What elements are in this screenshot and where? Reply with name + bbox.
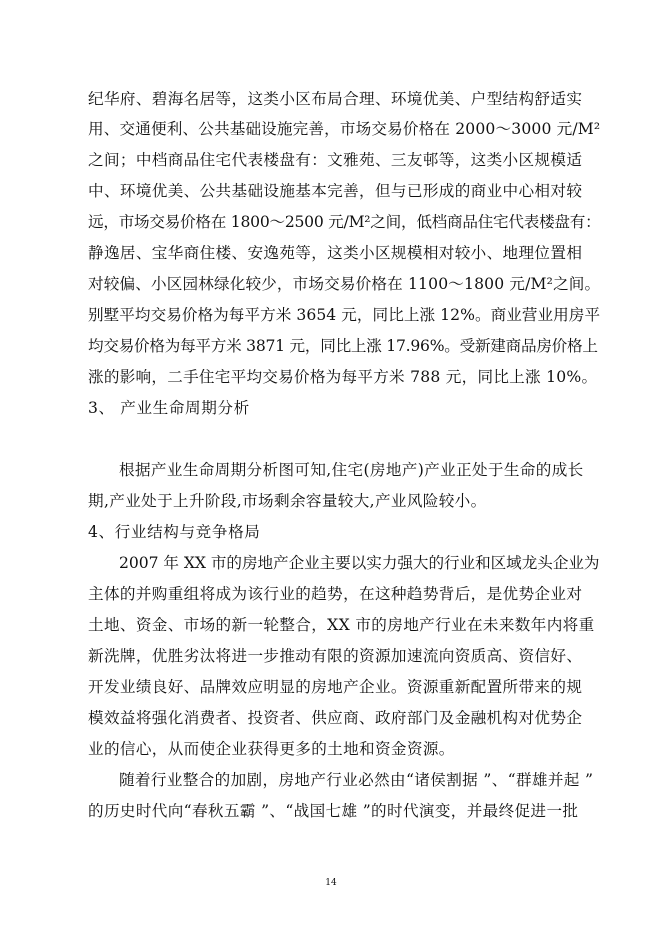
paragraph-4-line-1: 随着行业整合的加剧，房地产行业必然由“诸侯割据 ”、“群雄并起 ” [119, 771, 594, 789]
paragraph-2-line-2: 期,产业处于上升阶段,市场剩余容量较大,产业风险较小。 [88, 492, 487, 510]
paragraph-3-line-7: 业的信心，从而使企业获得更多的土地和资金资源。 [88, 740, 455, 758]
paragraph-1-line-7: 对较偏、小区园林绿化较少，市场交易价格在 1100～1800 元/M²之间。 [88, 275, 601, 293]
paragraph-1-line-8: 别墅平均交易价格为每平方米 3654 元，同比上涨 12%。商业营业用房平 [88, 306, 601, 324]
paragraph-1-line-10: 涨的影响，二手住宅平均交易价格为每平方米 788 元，同比上涨 10%。 [88, 368, 598, 386]
paragraph-4-line-2: 的历史时代向“春秋五霸 ”、“战国七雄 ”的时代演变，并最终促进一批 [88, 802, 579, 820]
paragraph-1-line-5: 远，市场交易价格在 1800～2500 元/M²之间，低档商品住宅代表楼盘有： [88, 213, 601, 231]
section-heading-4: 4、行业结构与竞争格局 [88, 523, 261, 541]
paragraph-3-line-4: 新洗牌，优胜劣汰将进一步推动有限的资源加速流向资质高、资信好、 [88, 647, 583, 665]
paragraph-1-line-3: 之间；中档商品住宅代表楼盘有：文雅苑、三友邨等，这类小区规模适 [88, 151, 583, 169]
section-heading-3: 3、 产业生命周期分析 [88, 399, 250, 417]
paragraph-1-line-4: 中、环境优美、公共基础设施基本完善，但与已形成的商业中心相对较 [88, 182, 583, 200]
paragraph-1-line-2: 用、交通便利、公共基础设施完善，市场交易价格在 2000～3000 元/M² [88, 120, 601, 138]
paragraph-3-line-5: 开发业绩良好、品牌效应明显的房地产企业。资源重新配置所带来的规 [88, 678, 583, 696]
page-number: 14 [325, 878, 337, 888]
paragraph-3-line-2: 主体的并购重组将成为该行业的趋势，在这种趋势背后，是优势企业对 [88, 585, 583, 603]
paragraph-3-line-6: 模效益将强化消费者、投资者、供应商、政府部门及金融机构对优势企 [88, 709, 583, 727]
paragraph-1-line-1: 纪华府、碧海名居等，这类小区布局合理、环境优美、户型结构舒适实 [88, 90, 583, 108]
paragraph-1-line-6: 静逸居、宝华商住楼、安逸苑等，这类小区规模相对较小、地理位置相 [88, 244, 583, 262]
paragraph-2-line-1: 根据产业生命周期分析图可知,住宅(房地产)产业正处于生命的成长 [119, 461, 584, 479]
paragraph-1-line-9: 均交易价格为每平方米 3871 元，同比上涨 17.96%。受新建商品房价格上 [88, 337, 598, 355]
paragraph-3-line-3: 土地、资金、市场的新一轮整合，XX 市的房地产行业在未来数年内将重 [88, 616, 595, 634]
paragraph-3-line-1: 2007 年 XX 市的房地产企业主要以实力强大的行业和区域龙头企业为 [119, 554, 600, 572]
